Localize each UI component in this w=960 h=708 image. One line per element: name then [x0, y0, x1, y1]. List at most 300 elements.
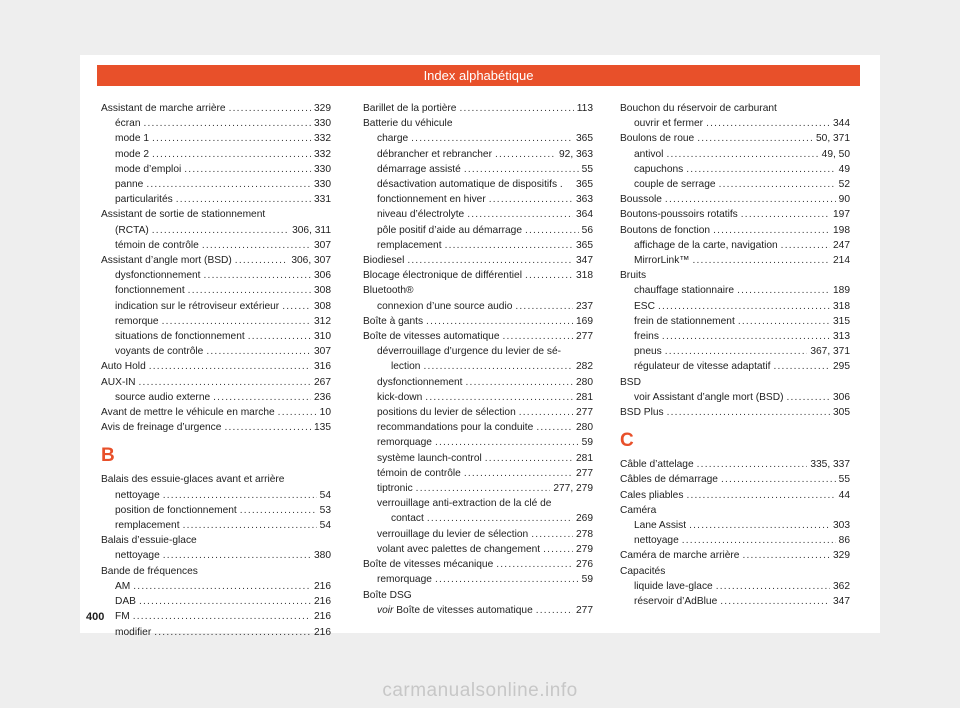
dot-leader: [525, 223, 579, 238]
page-reference: 306: [314, 270, 331, 282]
page-reference: 278: [576, 528, 593, 540]
page-reference: 307: [314, 239, 331, 251]
entry-term: voir Assistant d’angle mort (BSD): [634, 391, 784, 403]
page-reference: 277: [576, 467, 593, 479]
page-reference: 277: [576, 331, 593, 343]
dot-leader: [489, 192, 573, 207]
page-reference: 307: [314, 346, 331, 358]
dot-leader: [536, 603, 573, 618]
index-entry: [363, 283, 593, 298]
page-reference: 365: [576, 133, 593, 145]
index-subentry: [620, 147, 850, 162]
entry-term: volant avec palettes de changement: [377, 543, 541, 555]
entry-term: Boussole: [620, 194, 662, 206]
entry-term: Assistant d’angle mort (BSD): [101, 255, 232, 267]
page-reference: 330: [314, 179, 331, 191]
index-entry: [620, 564, 850, 579]
dot-leader: [435, 435, 579, 450]
entry-term: BSD Plus: [620, 407, 664, 419]
page-reference: 312: [314, 315, 331, 327]
page-reference: 306, 311: [292, 224, 331, 236]
entry-term: déverrouillage d’urgence du levier de sé-: [377, 346, 562, 358]
page-reference: 92, 363: [559, 148, 593, 160]
page-reference: 347: [576, 255, 593, 267]
entry-term: DAB: [115, 596, 136, 608]
page-reference: 55: [838, 474, 850, 486]
entry-term: remorquage: [377, 437, 432, 449]
index-subentry: [363, 603, 593, 618]
dot-leader: [502, 329, 573, 344]
entry-term: pôle positif d’aide au démarrage: [377, 224, 522, 236]
entry-term: Barillet de la portière: [363, 103, 457, 114]
dot-leader: [149, 359, 311, 374]
page-reference: 365: [576, 179, 593, 191]
index-subentry: [363, 435, 593, 450]
index-subentry: [101, 192, 331, 207]
index-subentry: [620, 299, 850, 314]
entry-term: kick-down: [377, 391, 423, 403]
entry-term: remplacement: [115, 520, 180, 532]
page-reference: 318: [833, 300, 850, 312]
entry-term: AM: [115, 580, 131, 592]
index-entry: [620, 488, 850, 503]
dot-leader: [184, 162, 311, 177]
index-entry: [620, 457, 850, 472]
page-reference: 169: [576, 315, 593, 327]
entry-term: lection: [391, 361, 421, 373]
index-subentry: [101, 503, 331, 518]
dot-leader: [282, 299, 311, 314]
entry-term: remorque: [115, 315, 159, 327]
page-reference: 236: [314, 391, 331, 403]
entry-term: Biodiesel: [363, 255, 405, 267]
entry-term: Cales pliables: [620, 489, 684, 501]
dot-leader: [235, 253, 289, 268]
page-reference: 49, 50: [821, 148, 850, 160]
page-reference: 330: [314, 118, 331, 130]
dot-leader: [720, 594, 830, 609]
entry-term: Caméra de marche arrière: [620, 550, 740, 562]
index-subentry: [620, 238, 850, 253]
index-subentry: [101, 314, 331, 329]
entry-term: ouvrir et fermer: [634, 118, 704, 130]
entry-term: ESC: [634, 300, 655, 312]
index-subentry: [363, 238, 593, 253]
dot-leader: [781, 238, 830, 253]
index-subentry: [363, 542, 593, 557]
entry-term: BSD: [620, 376, 641, 388]
page-reference: 198: [833, 224, 850, 236]
dot-leader: [666, 147, 818, 162]
dot-leader: [133, 609, 311, 624]
index-subentry: [363, 207, 593, 222]
page-reference: 135: [314, 422, 331, 434]
entry-term: Boîte de vitesses mécanique: [363, 559, 494, 571]
dot-leader: [206, 344, 311, 359]
index-subentry: [363, 299, 593, 314]
index-entry: [620, 472, 850, 487]
index-entry: [620, 131, 850, 146]
page-reference: 49: [838, 163, 850, 175]
index-subentry: [101, 625, 331, 640]
dot-leader: [467, 207, 573, 222]
page-reference: 10: [319, 407, 331, 419]
dot-leader: [240, 503, 317, 518]
dot-leader: [133, 579, 311, 594]
index-entry: [101, 101, 331, 116]
entry-term: MirrorLink™: [634, 255, 690, 267]
entry-term: fonctionnement: [115, 285, 185, 297]
entry-term: désactivation automatique de dispositifs .: [377, 179, 563, 191]
page-reference: 54: [319, 520, 331, 532]
index-subentry: [101, 548, 331, 563]
index-subentry: [363, 481, 593, 496]
dot-leader: [152, 223, 289, 238]
page-reference: 310: [314, 331, 331, 343]
dot-leader: [495, 147, 556, 162]
entry-term: (RCTA): [115, 224, 149, 236]
entry-term: Boutons-poussoirs rotatifs: [620, 209, 738, 221]
entry-term: Avant de mettre le véhicule en marche: [101, 407, 275, 419]
page-reference: 55: [581, 163, 593, 175]
dot-leader: [464, 162, 579, 177]
dot-leader: [525, 268, 573, 283]
index-subentry: [101, 299, 331, 314]
dot-leader: [176, 192, 311, 207]
entry-term: Bluetooth®: [363, 285, 414, 297]
dot-leader: [435, 572, 579, 587]
entry-term-text: Boîte de vitesses automatique: [393, 604, 533, 616]
entry-term: Boîte de vitesses automatique: [363, 331, 500, 343]
entry-term: Bruits: [620, 270, 647, 282]
index-entry: [101, 405, 331, 420]
dot-leader: [697, 131, 813, 146]
index-subentry: [101, 238, 331, 253]
index-subentry: [101, 518, 331, 533]
section-letter: C: [620, 430, 634, 452]
dot-leader: [464, 466, 573, 481]
entry-term: remplacement: [377, 239, 442, 251]
page-reference: 267: [314, 376, 331, 388]
index-entry: [620, 268, 850, 283]
page-reference: 332: [314, 133, 331, 145]
entry-term: FM: [115, 611, 130, 623]
dot-leader: [742, 548, 830, 563]
dot-leader: [152, 147, 311, 162]
dot-leader: [188, 283, 311, 298]
dot-leader: [519, 405, 573, 420]
page-reference: 380: [314, 550, 331, 562]
dot-leader: [416, 481, 551, 496]
index-entry: [620, 207, 850, 222]
entry-term: Boulons de roue: [620, 133, 695, 145]
index-entry: [620, 503, 850, 518]
dot-leader: [152, 131, 311, 146]
page-reference: 54: [319, 489, 331, 501]
dot-leader: [459, 101, 573, 116]
dot-leader: [427, 511, 573, 526]
page-reference: 59: [581, 574, 593, 586]
index-subentry: [363, 466, 593, 481]
index-subentry: [620, 594, 850, 609]
dot-leader: [423, 359, 573, 374]
entry-term: fonctionnement en hiver: [377, 194, 486, 206]
index-subentry: [620, 177, 850, 192]
index-entry: [363, 557, 593, 572]
page-reference: 90: [838, 194, 850, 206]
index-entry: [363, 329, 593, 344]
page-reference: 280: [576, 376, 593, 388]
entry-term: mode 1: [115, 133, 149, 145]
page-reference: 269: [576, 513, 593, 525]
entry-term: débrancher et rebrancher: [377, 148, 492, 160]
dot-leader: [183, 518, 317, 533]
dot-leader: [204, 268, 311, 283]
dot-leader: [665, 192, 836, 207]
entry-term: Balais des essuie-glaces avant et arrière: [101, 474, 285, 486]
dot-leader: [515, 299, 573, 314]
index-subentry: [101, 329, 331, 344]
index-subentry: [101, 268, 331, 283]
page-reference: 276: [576, 559, 593, 571]
page-reference: 303: [833, 520, 850, 532]
dot-leader: [662, 329, 830, 344]
index-subentry: [101, 579, 331, 594]
index-subentry: [101, 223, 331, 238]
index-subentry: [363, 359, 593, 374]
page-reference: 305: [833, 407, 850, 419]
index-subentry: [363, 344, 593, 359]
entry-term: dysfonctionnement: [377, 376, 463, 388]
dot-leader: [774, 359, 831, 374]
entry-term: nettoyage: [634, 535, 679, 547]
page-reference: 216: [314, 596, 331, 608]
page-reference: 329: [314, 103, 331, 114]
entry-term: [377, 603, 533, 618]
index-subentry: [101, 594, 331, 609]
dot-leader: [786, 390, 830, 405]
page-reference: 295: [833, 361, 850, 373]
index-subentry: [620, 116, 850, 131]
page-reference: 367, 371: [810, 346, 850, 358]
dot-leader: [496, 557, 573, 572]
page-title: Index alphabétique: [97, 65, 860, 86]
index-subentry: [363, 527, 593, 542]
dot-leader: [224, 420, 311, 435]
entry-term: régulateur de vitesse adaptatif: [634, 361, 771, 373]
page-reference: 189: [833, 285, 850, 297]
entry-term: système launch-control: [377, 452, 482, 464]
entry-term: Auto Hold: [101, 361, 146, 373]
index-entry: [101, 375, 331, 390]
page-reference: 282: [576, 361, 593, 373]
page-reference: 364: [576, 209, 593, 221]
page-reference: 315: [833, 315, 850, 327]
index-entry: [101, 472, 331, 487]
page-reference: 214: [833, 255, 850, 267]
entry-term: Lane Assist: [634, 520, 687, 532]
index-entry: [363, 314, 593, 329]
entry-term: Balais d’essuie-glace: [101, 535, 197, 547]
dot-leader: [738, 314, 830, 329]
entry-term: connexion d’une source audio: [377, 300, 513, 312]
entry-term: voyants de contrôle: [115, 346, 204, 358]
entry-term: Câbles de démarrage: [620, 474, 718, 486]
index-subentry: [101, 131, 331, 146]
index-subentry: [363, 131, 593, 146]
entry-term: Câble d’attelage: [620, 459, 694, 471]
index-entry: [101, 564, 331, 579]
index-subentry: [620, 253, 850, 268]
index-subentry: [363, 572, 593, 587]
dot-leader: [425, 390, 573, 405]
page-reference: 50, 371: [816, 133, 850, 145]
page-reference: 332: [314, 148, 331, 160]
page-reference: 86: [838, 535, 850, 547]
index-subentry: [620, 359, 850, 374]
entry-term: freins: [634, 331, 659, 343]
dot-leader: [278, 405, 317, 420]
index-subentry: [101, 488, 331, 503]
index-entry: [363, 268, 593, 283]
see-reference: voir: [377, 604, 394, 616]
dot-leader: [658, 299, 830, 314]
watermark: carmanualsonline.info: [382, 680, 578, 701]
entry-term: Boutons de fonction: [620, 224, 711, 236]
page-reference: 216: [314, 611, 331, 623]
dot-leader: [686, 488, 835, 503]
page-reference: 197: [833, 209, 850, 221]
page-reference: 329: [833, 550, 850, 562]
dot-leader: [721, 472, 836, 487]
entry-term: Bouchon du réservoir de carburant: [620, 103, 777, 114]
dot-leader: [426, 314, 573, 329]
dot-leader: [692, 253, 830, 268]
index-entry: [101, 253, 331, 268]
entry-term: mode 2: [115, 148, 149, 160]
index-entry: [101, 359, 331, 374]
page-reference: 306: [833, 391, 850, 403]
dot-leader: [407, 253, 573, 268]
entry-term: verrouillage du levier de sélection: [377, 528, 529, 540]
entry-term: AUX-IN: [101, 376, 136, 388]
entry-term: frein de stationnement: [634, 315, 735, 327]
index-subentry: [101, 344, 331, 359]
entry-term: particularités: [115, 194, 173, 206]
entry-term: niveau d’électrolyte: [377, 209, 465, 221]
index-entry: [620, 405, 850, 420]
entry-term: indication sur le rétroviseur extérieur: [115, 300, 280, 312]
dot-leader: [163, 488, 317, 503]
page-reference: 330: [314, 163, 331, 175]
entry-term: liquide lave-glace: [634, 580, 713, 592]
index-subentry: [363, 451, 593, 466]
dot-leader: [531, 527, 573, 542]
dot-leader: [139, 594, 311, 609]
index-subentry: [363, 390, 593, 405]
dot-leader: [697, 457, 808, 472]
page-reference: 308: [314, 300, 331, 312]
index-subentry: [620, 579, 850, 594]
page-reference: 313: [833, 331, 850, 343]
page-reference: 335, 337: [810, 459, 850, 471]
dot-leader: [543, 542, 573, 557]
page-reference: 277: [576, 407, 593, 419]
entry-term: mode d’emploi: [115, 163, 182, 175]
dot-leader: [719, 177, 836, 192]
dot-leader: [686, 162, 835, 177]
entry-term: chauffage stationnaire: [634, 285, 735, 297]
index-entry: [363, 101, 593, 116]
entry-term: pneus: [634, 346, 662, 358]
entry-term: charge: [377, 133, 409, 145]
index-column-2: [363, 101, 593, 618]
dot-leader: [248, 329, 311, 344]
index-subentry: [363, 147, 593, 162]
entry-term: antivol: [634, 148, 664, 160]
dot-leader: [139, 375, 311, 390]
index-column-1: [101, 101, 331, 640]
entry-term: capuchons: [634, 163, 684, 175]
index-entry: [101, 207, 331, 222]
index-entry: [363, 116, 593, 131]
index-subentry: [620, 518, 850, 533]
dot-leader: [741, 207, 830, 222]
entry-term: position de fonctionnement: [115, 504, 237, 516]
page-reference: 216: [314, 580, 331, 592]
index-subentry: [101, 162, 331, 177]
dot-leader: [485, 451, 573, 466]
index-entry: [620, 223, 850, 238]
index-subentry: [101, 283, 331, 298]
index-subentry: [363, 223, 593, 238]
index-subentry: [620, 283, 850, 298]
entry-term: écran: [115, 118, 141, 130]
index-subentry: [363, 420, 593, 435]
index-entry: [620, 548, 850, 563]
index-subentry: [101, 147, 331, 162]
dot-leader: [143, 116, 311, 131]
entry-term: remorquage: [377, 574, 432, 586]
dot-leader: [689, 518, 830, 533]
entry-term: Bande de fréquences: [101, 565, 198, 577]
entry-term: situations de fonctionnement: [115, 331, 245, 343]
page-reference: 53: [319, 504, 331, 516]
index-subentry: [620, 390, 850, 405]
page-reference: 277: [576, 604, 593, 616]
dot-leader: [229, 101, 311, 116]
index-entry: [101, 420, 331, 435]
entry-term: Blocage électronique de différentiel: [363, 270, 522, 282]
index-subentry: [363, 496, 593, 511]
page-reference: 331: [314, 194, 331, 206]
dot-leader: [667, 405, 830, 420]
index-subentry: [101, 116, 331, 131]
page-reference: 59: [581, 437, 593, 449]
entry-term: dysfonctionnement: [115, 270, 201, 282]
dot-leader: [411, 131, 573, 146]
index-subentry: [620, 329, 850, 344]
page-reference: 308: [314, 285, 331, 297]
page-reference: 318: [576, 270, 593, 282]
page-number: 400: [86, 611, 105, 623]
index-column-3: [620, 101, 850, 609]
page-reference: 280: [576, 422, 593, 434]
page-reference: 113: [576, 103, 593, 114]
index-subentry: [363, 177, 593, 192]
page-reference: 347: [833, 596, 850, 608]
entry-term: contact: [391, 513, 424, 525]
